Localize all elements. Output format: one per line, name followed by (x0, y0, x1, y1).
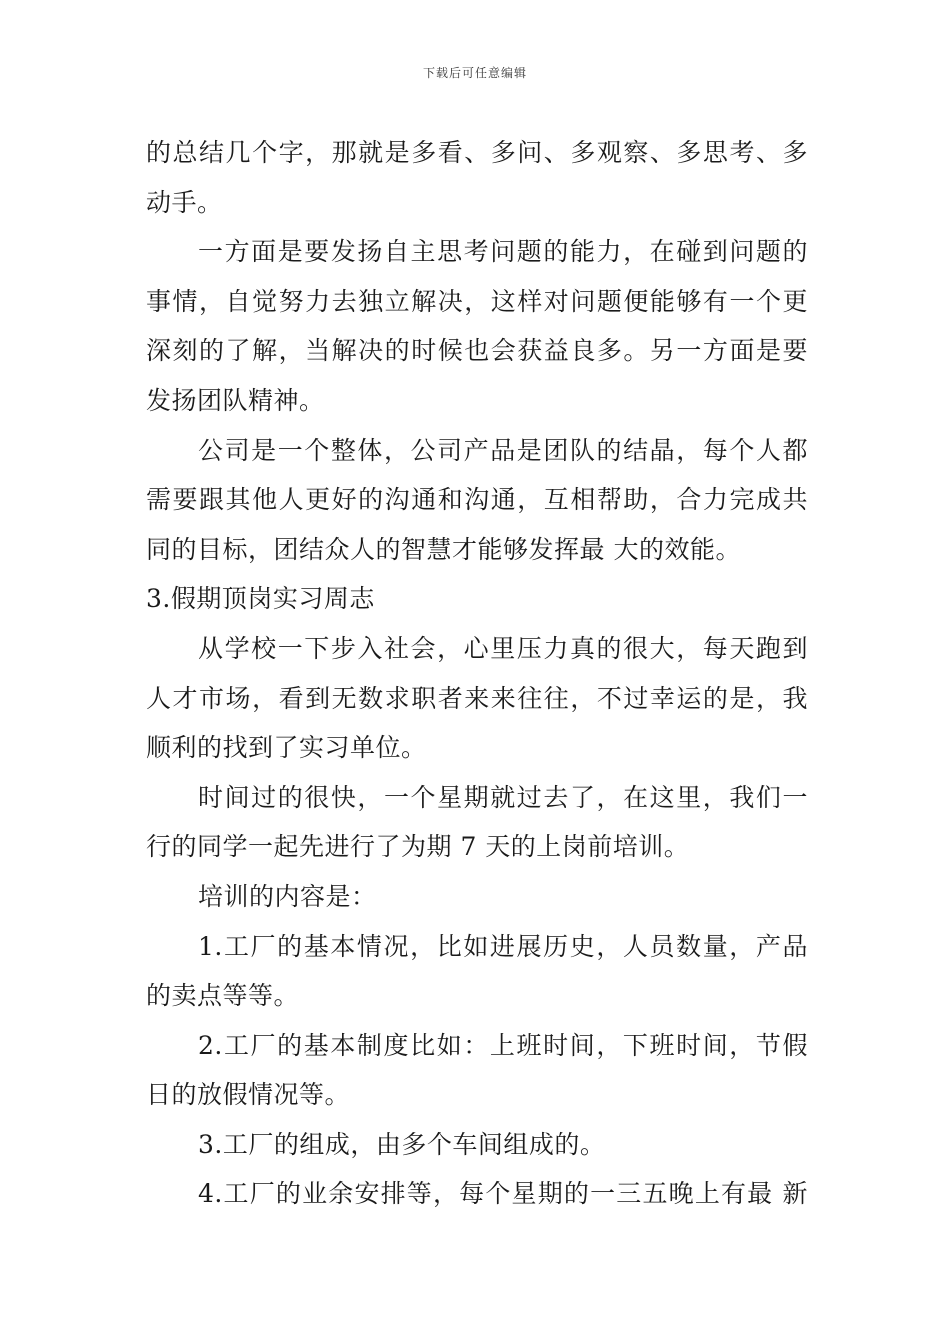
text-line: 从学校一下步入社会，心里压力真的很大，每天跑到 (198, 633, 808, 663)
text-line: 公司是一个整体，公司产品是团队的结晶，每个人都 (198, 435, 808, 465)
text-line: 事情，自觉努力去独立解决，这样对问题便能够有一个更 (146, 286, 808, 316)
text-line: 4.工厂的业余安排等，每个星期的一三五晚上有最 新 (198, 1179, 808, 1209)
text-line: 的总结几个字，那就是多看、多问、多观察、多思考、多 (146, 138, 808, 167)
text-line: 动手。 (146, 187, 223, 217)
text-line: 需要跟其他人更好的沟通和沟通，互相帮助，合力完成共 (146, 485, 808, 515)
text-line: 3.假期顶岗实习周志 (146, 584, 375, 614)
text-line: 日的放假情况等。 (146, 1080, 351, 1110)
text-line: 的卖点等等。 (146, 981, 300, 1011)
document-body (146, 128, 808, 1219)
text-line: 时间过的很快，一个星期就过去了，在这里，我们一 (198, 782, 808, 812)
text-line: 发扬团队精神。 (146, 385, 325, 415)
text-line: 顺利的找到了实习单位。 (146, 733, 427, 763)
text-line: 同的目标，团结众人的智慧才能够发挥最 大的效能。 (146, 534, 741, 564)
page-header: 下载后可任意编辑 (422, 66, 527, 80)
text-line: 人才市场，看到无数求职者来来往往，不过幸运的是，我 (146, 683, 808, 713)
text-line: 一方面是要发扬自主思考问题的能力，在碰到问题的 (198, 237, 808, 267)
text-line: 培训的内容是： (198, 881, 377, 911)
text-line: 行的同学一起先进行了为期 7 天的上岗前培训。 (146, 832, 690, 862)
text-line: 1.工厂的基本情况，比如进展历史，人员数量，产品 (198, 931, 808, 961)
text-line: 2.工厂的基本制度比如：上班时间，下班时间，节假 (198, 1030, 808, 1060)
text-line: 深刻的了解，当解决的时候也会获益良多。另一方面是要 (146, 336, 808, 366)
text-line: 3.工厂的组成，由多个车间组成的。 (198, 1129, 606, 1159)
